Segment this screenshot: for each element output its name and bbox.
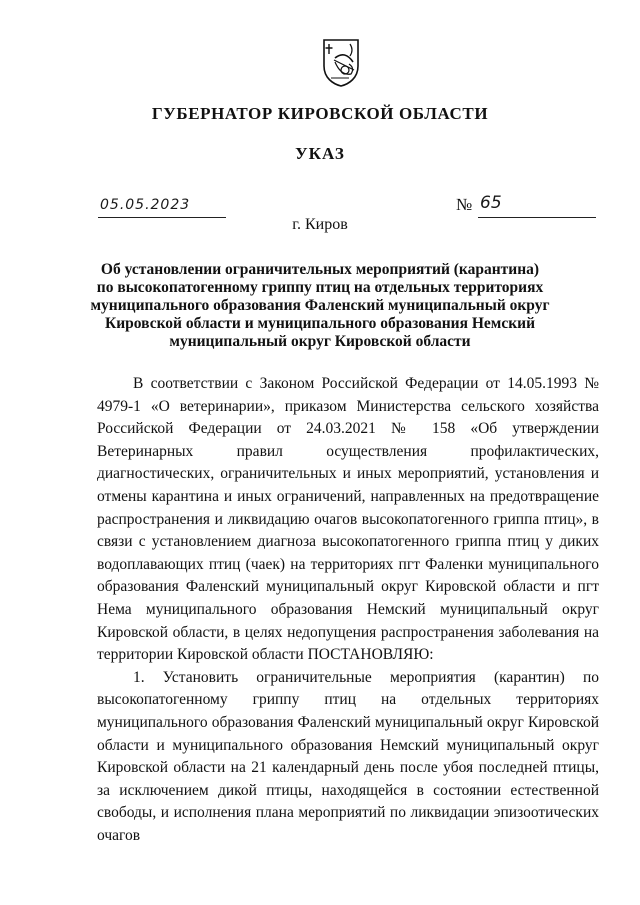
- title-line: по высокопатогенному гриппу птиц на отдельных территориях: [96, 279, 544, 296]
- title-line: Об установлении ограничительных мероприятий (карантина): [100, 261, 540, 278]
- decree-body: [97, 373, 599, 847]
- title-line: муниципальный округ Кировской области: [169, 333, 471, 350]
- document-type: УКАЗ: [295, 144, 345, 163]
- authority-heading: ГУБЕРНАТОР КИРОВСКОЙ ОБЛАСТИ: [151, 104, 489, 123]
- handwritten-number: 65: [480, 193, 502, 213]
- handwritten-date: 05.05.2023: [100, 197, 191, 213]
- city: г. Киров: [292, 216, 348, 233]
- kirov-coat-of-arms-icon: [321, 38, 361, 88]
- decree-title: [90, 261, 550, 351]
- title-line: Кировской области и муниципального образования Немский: [104, 315, 536, 332]
- item-1-paragraph: 1. Установить ограничительные мероприятия (карантин) по высокопатогенному гриппу птиц на отдельных территориях муниципального образования Фаленский муниципальный округ Кировской области и муниципального образования Немский муниципальный округ Кировской области на 21 календарный день после убоя последней птицы, за исключением дикой птицы, находящейся в состоянии естественной свободы, и исполнения плана мероприятий по ликвидации эпизоотических очагов: [97, 668, 599, 844]
- preamble-paragraph: В соответствии с Законом Российской Федерации от 14.05.1993 № 4979-1 «О ветеринарии», приказом Министерства сельского хозяйства Российской Федерации от 24.03.2021 № 158 «Об утверждении Ветеринарных правил осуществления профилактических, диагностических, ограничительных и иных мероприятий, установления и отмены карантина и иных ограничений, направленных на предотвращение распространения и ликвидацию очагов высокопатогенного гриппа птиц», в связи с установлением диагноза высокопатогенного гриппа птиц у диких водоплавающих птиц (чаек) на территориях пгт Фаленки муниципального образования Фаленский муниципальный округ Кировской области и пгт Нема муниципального образования Немский муниципальный округ Кировской области, в целях недопущения распространения заболевания на территории Кировской области ПОСТАНОВЛЯЮ:: [97, 375, 599, 664]
- number-field: [478, 193, 596, 218]
- number-label: №: [456, 195, 473, 214]
- title-line: муниципального образования Фаленский муниципальный округ: [90, 297, 550, 314]
- date-field: [98, 197, 226, 218]
